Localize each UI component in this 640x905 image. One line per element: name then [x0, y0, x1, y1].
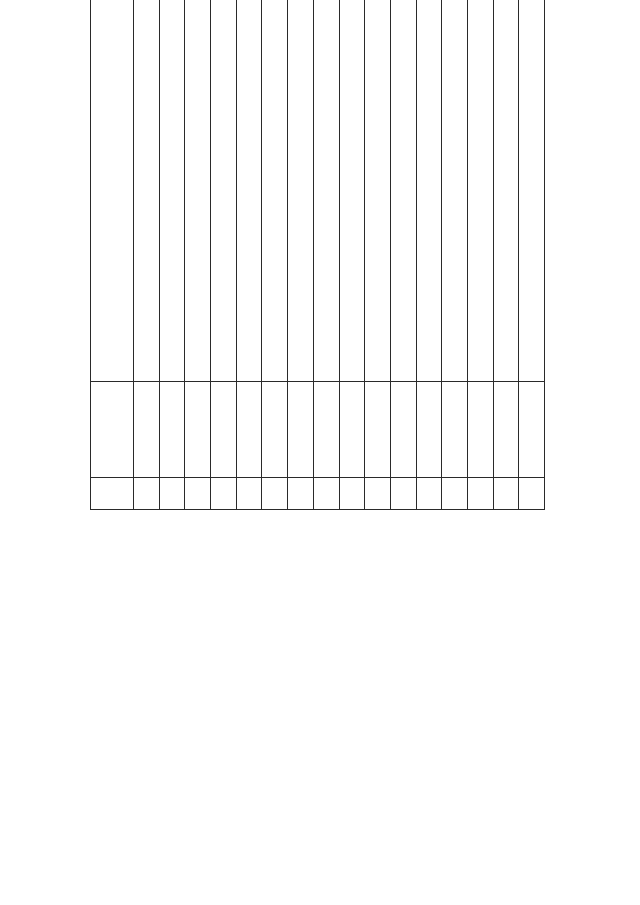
table-body [134, 0, 545, 510]
table-row [236, 0, 262, 510]
revenue-name-cell [416, 0, 442, 382]
budget-code-cell [211, 382, 237, 478]
revenue-name-cell [339, 0, 365, 382]
budget-code-cell [442, 382, 468, 478]
revenue-name-cell [365, 0, 391, 382]
budget-code-cell [236, 382, 262, 478]
budget-code-cell [467, 382, 493, 478]
rotated-sheet [90, 0, 545, 510]
admin-code-cell [262, 478, 288, 510]
table-row [313, 0, 339, 510]
document-frame [90, 55, 545, 855]
admin-code-cell [339, 478, 365, 510]
table-row [442, 0, 468, 510]
budget-code-cell [416, 382, 442, 478]
admin-code-cell [467, 478, 493, 510]
budget-code-cell [262, 382, 288, 478]
revenue-name-cell [467, 0, 493, 382]
budget-code-cell [313, 382, 339, 478]
table-row [365, 0, 391, 510]
admin-code-cell [134, 478, 160, 510]
budget-code-cell [339, 382, 365, 478]
revenue-name-cell [442, 0, 468, 382]
revenue-name-cell [185, 0, 211, 382]
budget-code-cell [390, 382, 416, 478]
admin-code-cell [185, 478, 211, 510]
table-row [185, 0, 211, 510]
admin-code-cell [211, 478, 237, 510]
admin-code-cell [236, 478, 262, 510]
table-row [159, 0, 185, 510]
revenue-name-cell [134, 0, 160, 382]
admin-code-cell [159, 478, 185, 510]
budget-code-cell [288, 382, 314, 478]
admin-code-cell [416, 478, 442, 510]
admin-code-cell [365, 478, 391, 510]
table-row [519, 0, 545, 510]
admin-code-cell [442, 478, 468, 510]
admin-code-cell [493, 478, 519, 510]
table-row [288, 0, 314, 510]
revenue-name-cell [159, 0, 185, 382]
admin-code-cell [288, 478, 314, 510]
budget-code-cell [185, 382, 211, 478]
table-row [262, 0, 288, 510]
budget-code-cell [159, 382, 185, 478]
budget-code-cell [134, 382, 160, 478]
table-row [390, 0, 416, 510]
revenue-name-cell [493, 0, 519, 382]
revenue-name-cell [236, 0, 262, 382]
revenue-name-cell [313, 0, 339, 382]
admin-code-cell [519, 478, 545, 510]
header-name [91, 0, 134, 382]
budget-code-cell [519, 382, 545, 478]
admin-code-cell [313, 478, 339, 510]
table-row [493, 0, 519, 510]
table-row [134, 0, 160, 510]
revenue-name-cell [390, 0, 416, 382]
revenue-name-cell [211, 0, 237, 382]
table-row [416, 0, 442, 510]
revenue-name-cell [519, 0, 545, 382]
revenue-codes-table [90, 0, 545, 510]
header-admin-code [91, 478, 134, 510]
budget-code-cell [365, 382, 391, 478]
revenue-name-cell [288, 0, 314, 382]
header-budget-code [91, 382, 134, 478]
budget-code-cell [493, 382, 519, 478]
table-header-row [91, 0, 134, 510]
revenue-name-cell [262, 0, 288, 382]
table-row [211, 0, 237, 510]
admin-code-cell [390, 478, 416, 510]
table-row [467, 0, 493, 510]
table-row [339, 0, 365, 510]
